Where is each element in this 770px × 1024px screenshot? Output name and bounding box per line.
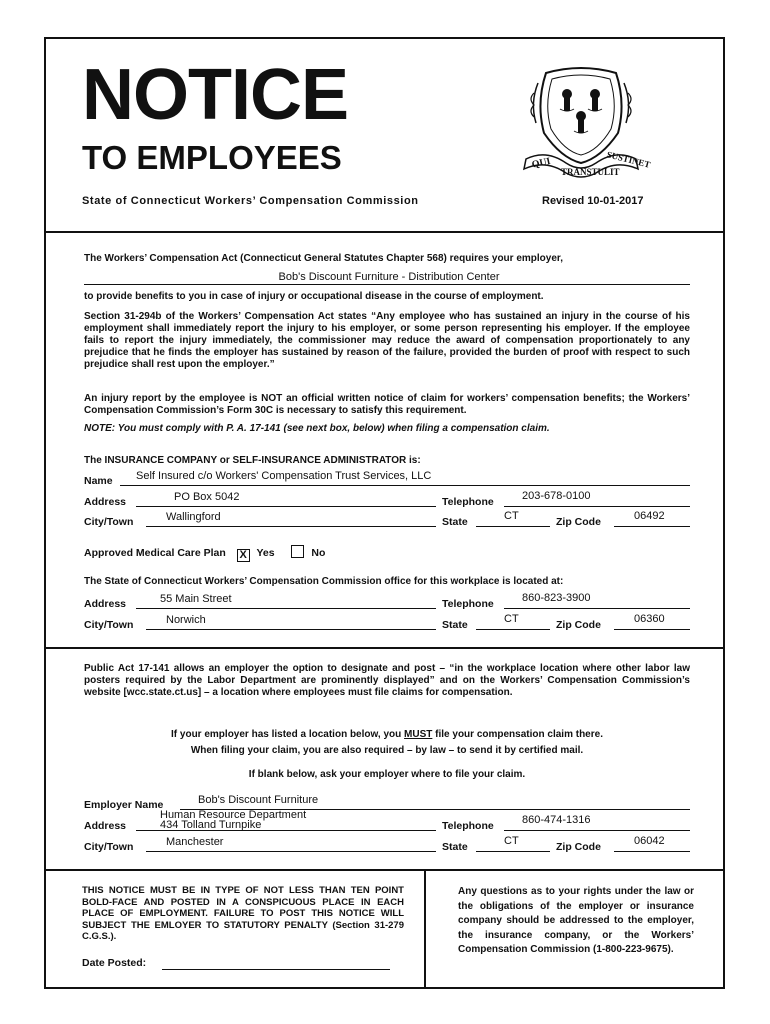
blank-instruction-line: If blank below, ask your employer where to file your claim. — [248, 769, 526, 780]
connecticut-seal-icon — [506, 63, 656, 181]
commission-telephone-label: Telephone — [442, 598, 494, 610]
no-label: No — [311, 547, 326, 559]
notice-title: NOTICE — [82, 55, 349, 135]
insurer-city-label: City/Town — [84, 516, 134, 528]
commission-city-value: Norwich — [166, 614, 206, 626]
employer-name-value: Bob's Discount Furniture — [198, 794, 319, 806]
commission-address-value: 55 Main Street — [160, 593, 232, 605]
employer-designation-value: Bob's Discount Furniture - Distribution Center — [278, 271, 500, 283]
employer-city-label: City/Town — [84, 841, 134, 853]
employer-state-value: CT — [504, 835, 519, 847]
must-emphasis: MUST — [404, 729, 433, 740]
no-checkbox[interactable] — [291, 545, 304, 558]
compliance-note: NOTE: You must comply with P. A. 17-141 (see next box, below) when filing a compensation claim. — [84, 423, 550, 434]
employer-telephone-value: 860-474-1316 — [522, 814, 591, 826]
must-file-line: If your employer has listed a location below, you MUST file your compensation claim there. — [171, 729, 603, 740]
employer-address-label: Address — [84, 820, 127, 832]
approved-medical-plan-label: Approved Medical Care Plan — [84, 547, 226, 559]
commission-address-label: Address — [84, 598, 127, 610]
insurer-telephone-value: 203-678-0100 — [522, 490, 591, 502]
insurer-address-value: PO Box 5042 — [174, 491, 240, 503]
section-divider — [46, 869, 723, 871]
seal-motto-3: SUSTINET — [605, 149, 652, 170]
insurer-heading: The INSURANCE COMPANY or SELF-INSURANCE ADMINISTRATOR is: — [84, 455, 421, 466]
yes-checkbox[interactable]: X — [237, 549, 250, 562]
employer-name-label: Employer Name — [84, 799, 164, 811]
public-act-text: Public Act 17-141 allows an employer the option to designate and post – “in the workplace location where other labor law posters required by the Labor Department are prominently displayed” and on the Workers’ Compensation Commission’s website [wcc.state.ct.us] – a location where employees must file claims for compensation. — [84, 663, 690, 698]
notice-page — [44, 37, 725, 989]
seal-motto-2: TRANSTULIT — [561, 167, 620, 177]
section-divider — [46, 647, 723, 649]
employer-state-label: State — [442, 841, 468, 853]
commission-city-label: City/Town — [84, 619, 134, 631]
questions-text: Any questions as to your rights under the law or the obligations of the employer or insurance company should be addressed to the employer, the insurance company, or the Workers’ Compensation Commission (1-800-223-9675). — [458, 886, 694, 955]
posting-requirement-text: THIS NOTICE MUST BE IN TYPE OF NOT LESS THAN TEN POINT BOLD-FACE AND POSTED IN A CONSPICUOUS PLACE IN EACH PLACE OF EMPLOYMENT. FAILURE TO POST THIS NOTICE WILL SUBJECT THE EMLOYER TO STATUTORY PENALTY (Section 31-279 C.G.S.). — [82, 885, 404, 942]
section-31-294b-text: Section 31-294b of the Workers’ Compensation Act states “Any employee who has sustained an injury in the course of his employment shall immediately report the injury to his employer, or some person representing his employer. If the employee fails to report the injury immediately, the commissioner may reduce the award of compensation proportionately to any prejudice that he finds the employer has sustained by reason of the failure, provided the burden of proof with respect to such prejudice shall rest upon the employer.” — [84, 311, 690, 370]
commission-heading: The State of Connecticut Workers’ Compensation Commission office for this workplace is located at: — [84, 576, 564, 587]
commission-zip-value: 06360 — [634, 613, 665, 625]
certified-mail-line: When filing your claim, you are also required – by law – to send it by certified mail. — [190, 745, 584, 756]
insurer-city-value: Wallingford — [166, 511, 221, 523]
insurer-name-label: Name — [84, 475, 113, 487]
commission-state-label: State — [442, 619, 468, 631]
date-posted-label: Date Posted: — [82, 957, 147, 969]
insurer-zip-label: Zip Code — [556, 516, 601, 528]
section-divider — [46, 231, 723, 233]
intro-line-2: to provide benefits to you in case of injury or occupational disease in the course of employment. — [84, 291, 544, 302]
commission-telephone-value: 860-823-3900 — [522, 592, 591, 604]
insurer-address-label: Address — [84, 496, 127, 508]
insurer-zip-value: 06492 — [634, 510, 665, 522]
insurer-name-value: Self Insured c/o Workers' Compensation Trust Services, LLC — [136, 470, 432, 482]
insurer-state-label: State — [442, 516, 468, 528]
date-posted-field[interactable] — [162, 969, 390, 970]
commission-zip-label: Zip Code — [556, 619, 601, 631]
insurer-state-value: CT — [504, 510, 519, 522]
notice-subtitle: TO EMPLOYEES — [82, 139, 342, 176]
yes-label: Yes — [256, 547, 275, 559]
employer-address-line-1: Human Resource Department — [160, 809, 307, 821]
employer-zip-label: Zip Code — [556, 841, 601, 853]
footer-vertical-divider — [424, 869, 426, 989]
approved-medical-plan — [84, 545, 325, 562]
employer-city-value: Manchester — [166, 836, 224, 848]
commission-state-value: CT — [504, 613, 519, 625]
insurer-telephone-label: Telephone — [442, 496, 494, 508]
employer-address-line-2: 434 Tolland Turnpike — [160, 819, 262, 831]
revised-date: Revised 10-01-2017 — [542, 195, 644, 207]
employer-telephone-label: Telephone — [442, 820, 494, 832]
employer-zip-value: 06042 — [634, 835, 665, 847]
seal-motto-1: QUI — [530, 156, 552, 171]
intro-line-1: The Workers’ Compensation Act (Connecticut General Statutes Chapter 568) requires your employer, — [84, 253, 564, 264]
agency-name: State of Connecticut Workers’ Compensation Commission — [82, 195, 419, 207]
injury-report-text: An injury report by the employee is NOT an official written notice of claim for workers’ compensation benefits; the Workers’ Compensation Commission’s Form 30C is necessary to satisfy this requirement. — [84, 393, 690, 416]
